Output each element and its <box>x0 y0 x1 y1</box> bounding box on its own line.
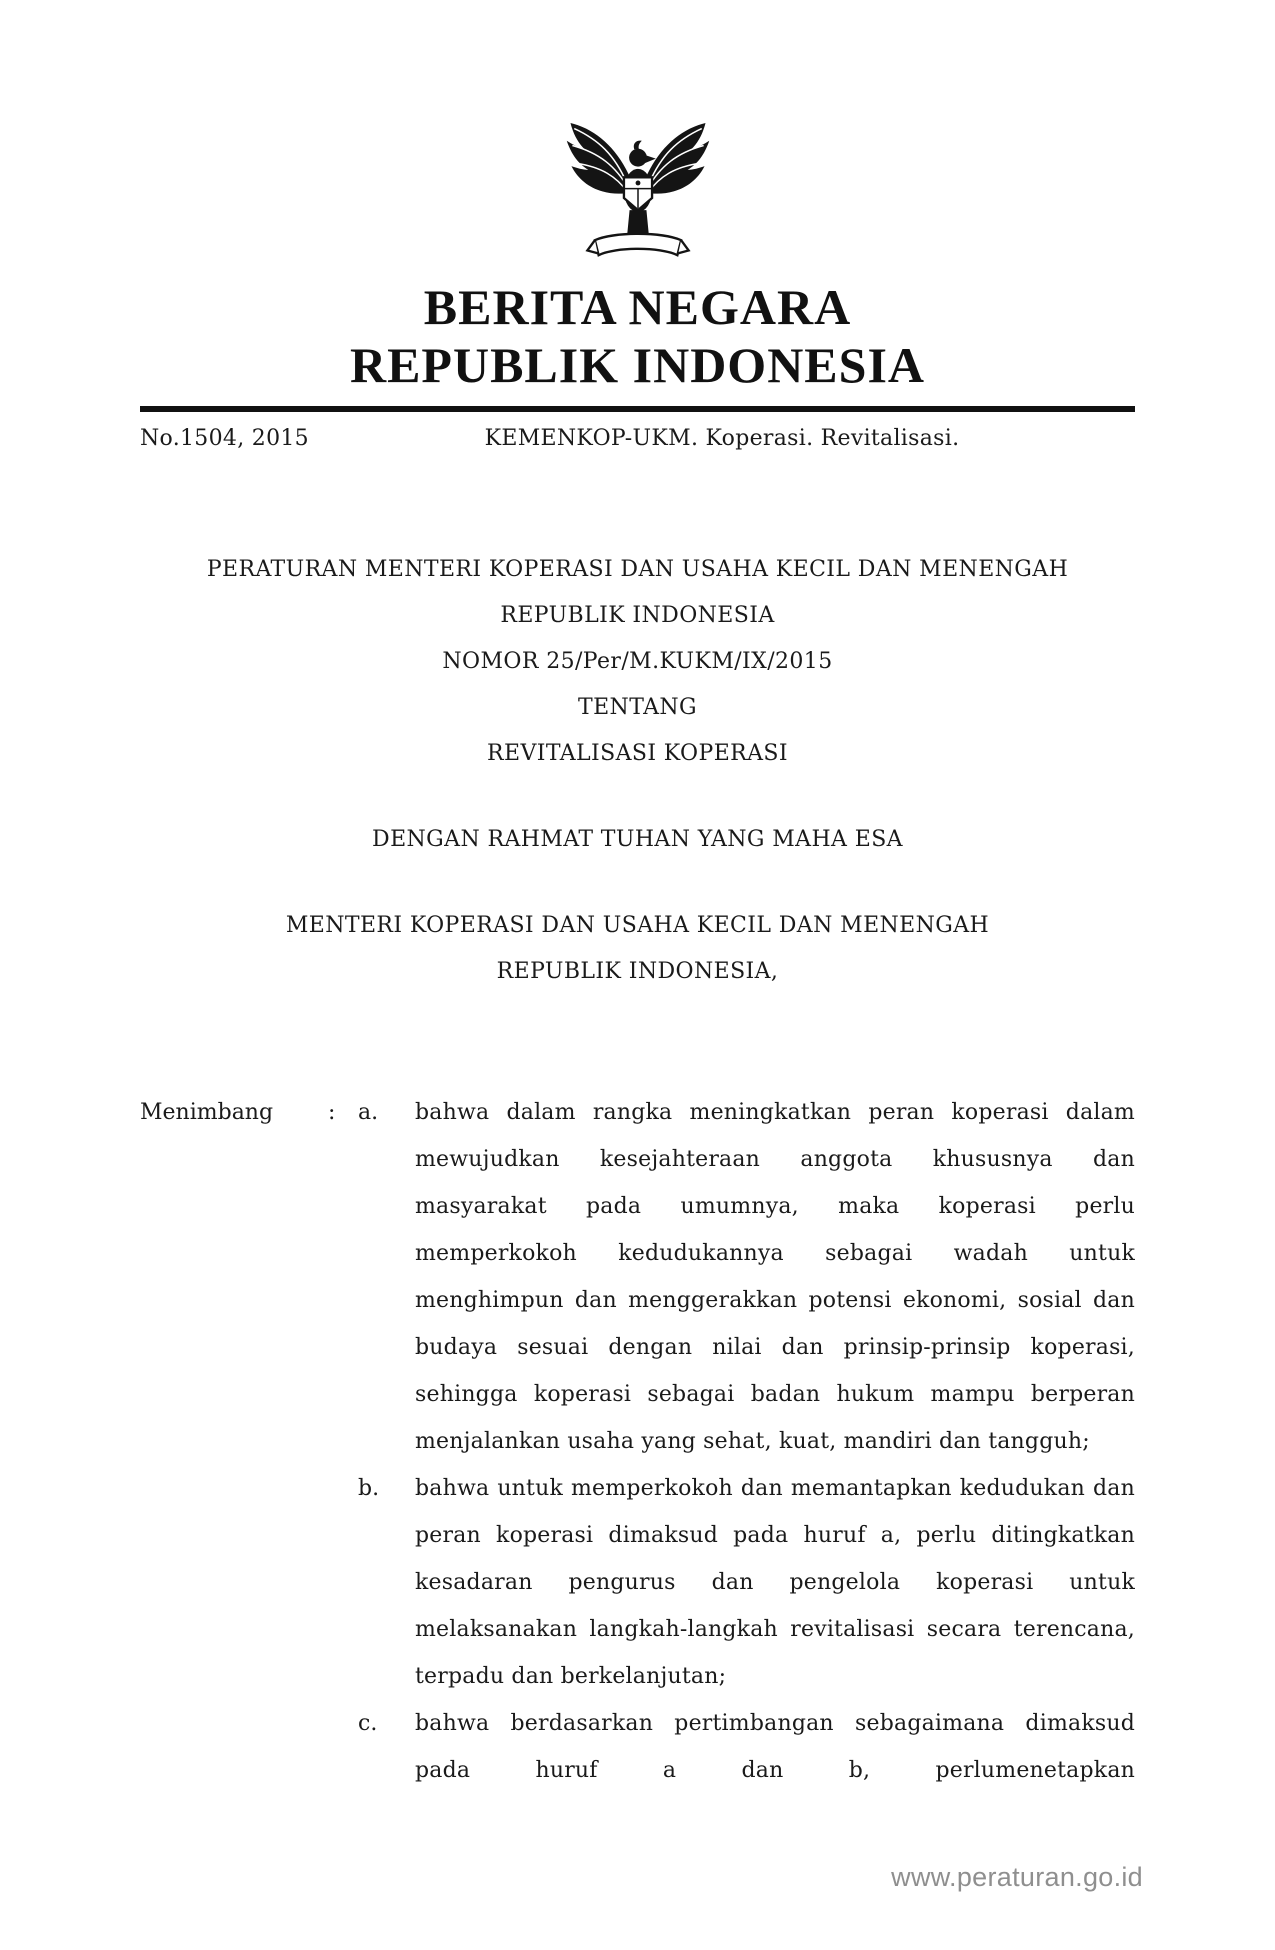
gazette-subject: KEMENKOP-UKM. Koperasi. Revitalisasi. <box>484 426 960 451</box>
regulation-number-line: NOMOR 25/Per/M.KUKM/IX/2015 <box>442 649 833 674</box>
regulation-title-line: REPUBLIK INDONESIA <box>500 603 775 628</box>
authority-line: REPUBLIK INDONESIA, <box>496 959 779 984</box>
regulation-title-line: PERATURAN MENTERI KOPERASI DAN USAHA KECIL DAN MENENGAH <box>206 557 1069 582</box>
regulation-subject-line: REVITALISASI KOPERASI <box>487 741 788 766</box>
document-body <box>0 547 1275 1794</box>
authority-line: MENTERI KOPERASI DAN USAHA KECIL DAN MENENGAH <box>285 913 990 938</box>
regulation-tentang-line: TENTANG <box>578 695 697 720</box>
masthead-title <box>0 279 1275 394</box>
masthead-title-line2: REPUBLIK INDONESIA <box>349 336 926 393</box>
item-letter: a. <box>358 1100 379 1125</box>
item-text: bahwa untuk memperkokoh dan memantapkan kedudukan dan peran koperasi dimaksud pada huruf a, perlu ditingkatkan kesadaran pengurus dan pengelola koperasi untuk melaksanakan langkah-langkah revitalisasi secara terencana, terpadu dan berkelanjutan; <box>415 1476 1135 1689</box>
masthead-title-line1: BERITA NEGARA <box>423 279 852 335</box>
masthead-divider <box>140 406 1135 412</box>
authority-block <box>140 903 1135 995</box>
item-letter: c. <box>358 1711 378 1736</box>
consideration-item-b <box>140 1465 1135 1700</box>
invocation-line: DENGAN RAHMAT TUHAN YANG MAHA ESA <box>372 827 903 852</box>
item-text: bahwa berdasarkan pertimbangan sebagaimana dimaksud pada huruf a dan b, perlumenetapkan <box>415 1711 1135 1783</box>
gazette-number: No.1504, 2015 <box>140 426 309 451</box>
regulation-title-block <box>140 547 1135 777</box>
garuda-emblem-icon <box>563 100 713 265</box>
item-letter: b. <box>358 1476 380 1501</box>
masthead <box>0 0 1275 394</box>
consideration-item-a <box>140 1089 1135 1465</box>
considerations-section <box>140 1089 1135 1794</box>
consideration-item-c <box>140 1700 1135 1794</box>
item-text: bahwa dalam rangka meningkatkan peran koperasi dalam mewujudkan kesejahteraan anggota khususnya dan masyarakat pada umumnya, maka koperasi perlu memperkokoh kedudukannya sebagai wadah untuk menghimpun dan menggerakkan potensi ekonomi, sosial dan budaya sesuai dengan nilai dan prinsip-prinsip koperasi, sehingga koperasi sebagai badan hukum mampu berperan menjalankan usaha yang sehat, kuat, mandiri dan tangguh; <box>415 1100 1135 1454</box>
meta-line <box>140 426 1135 451</box>
menimbang-colon: : <box>328 1100 336 1125</box>
watermark-url: www.peraturan.go.id <box>891 1862 1143 1892</box>
menimbang-label: Menimbang <box>140 1100 274 1125</box>
